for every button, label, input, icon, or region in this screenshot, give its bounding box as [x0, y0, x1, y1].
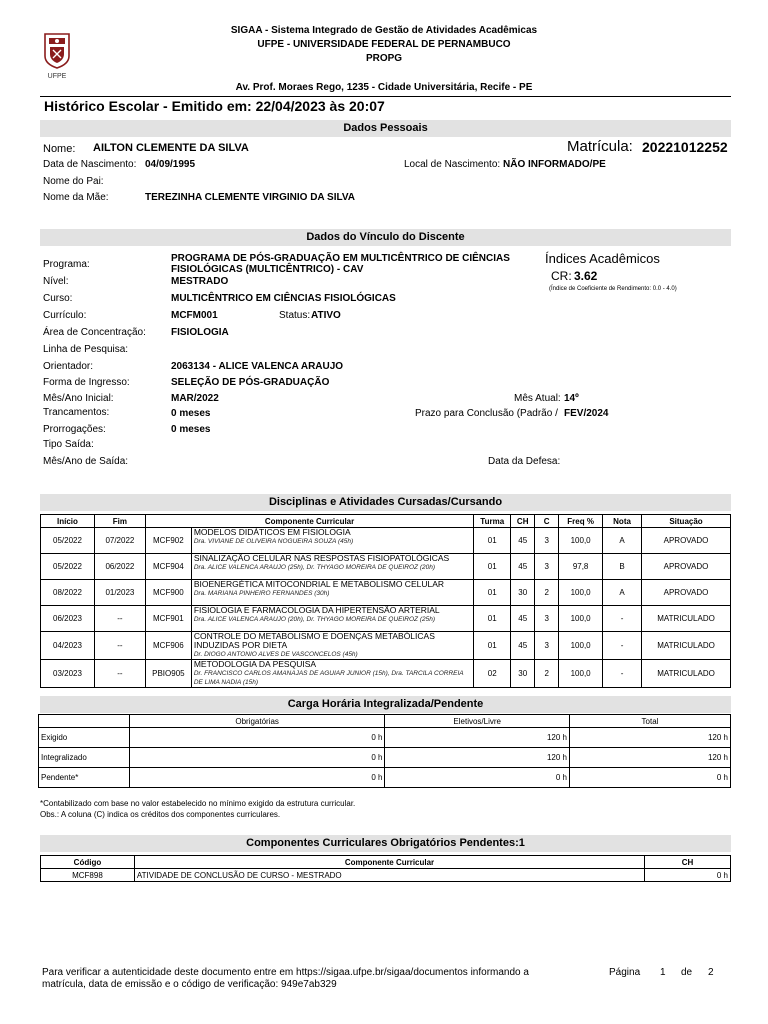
carga-col-obrigatorias: Obrigatórias	[129, 715, 385, 728]
disc-inicio: 05/2022	[41, 528, 95, 554]
indices-title: Índices Acadêmicos	[545, 251, 660, 266]
system-name: SIGAA - Sistema Integrado de Gestão de Atividades Acadêmicas	[230, 25, 538, 36]
carga-header-row	[39, 715, 731, 728]
disc-inicio: 03/2023	[41, 660, 95, 688]
disc-ch: 45	[511, 554, 535, 580]
pendentes-table	[40, 855, 731, 882]
carga-obrigatorias: 0 h	[129, 728, 385, 748]
student-name: AILTON CLEMENTE DA SILVA	[93, 142, 249, 154]
pendente-row	[41, 869, 731, 882]
section-dados-pessoais: Dados Pessoais	[40, 120, 731, 137]
page-of-label: de	[681, 967, 693, 978]
status-label: Status:	[279, 310, 311, 321]
logo-text: UFPE	[47, 73, 67, 80]
birthplace-value: NÃO INFORMADO/PE	[503, 159, 606, 170]
pend-col-codigo: Código	[41, 856, 135, 869]
disc-ch: 45	[511, 528, 535, 554]
disciplinas-header-row	[41, 515, 731, 528]
disc-situacao: MATRICULADO	[642, 632, 731, 660]
col-turma: Turma	[474, 515, 511, 528]
orientador-label: Orientador:	[43, 361, 94, 372]
disc-codigo: MCF904	[145, 554, 191, 580]
disc-c: 2	[535, 660, 559, 688]
disc-situacao: APROVADO	[642, 528, 731, 554]
matricula-value: 20221012252	[642, 139, 728, 155]
disc-c: 3	[535, 606, 559, 632]
carga-total: 120 h	[569, 748, 730, 768]
disc-ch: 45	[511, 606, 535, 632]
birthplace-label: Local de Nascimento:	[404, 159, 501, 170]
disc-inicio: 05/2022	[41, 554, 95, 580]
section-carga: Carga Horária Integralizada/Pendente	[40, 696, 731, 713]
carga-note-2: Obs.: A coluna (C) indica os créditos dos componentes curriculares.	[40, 810, 281, 819]
carga-label: Exigido	[39, 728, 130, 748]
disc-codigo: MCF900	[145, 580, 191, 606]
mes-inicial-value: MAR/2022	[171, 393, 219, 404]
disc-nome: FISIOLOGIA E FARMACOLOGIA DA HIPERTENSÃO ARTERIAL	[193, 605, 440, 615]
disc-componente	[191, 528, 473, 554]
prorrogacoes-value: 0 meses	[171, 424, 211, 435]
disc-c: 3	[535, 554, 559, 580]
disc-inicio: 06/2023	[41, 606, 95, 632]
page-total: 2	[708, 967, 714, 978]
disc-freq: 97,8	[559, 554, 603, 580]
prorrogacoes-label: Prorrogações:	[43, 424, 106, 435]
disciplina-row	[41, 554, 731, 580]
disc-componente	[191, 606, 473, 632]
curso-label: Curso:	[43, 293, 73, 304]
disc-codigo: PBIO905	[145, 660, 191, 688]
mes-inicial-label: Mês/Ano Inicial:	[43, 393, 114, 404]
title-divider	[40, 96, 731, 97]
disc-codigo: MCF906	[145, 632, 191, 660]
address: Av. Prof. Moraes Rego, 1235 - Cidade Universitária, Recife - PE	[235, 82, 533, 93]
disc-turma: 01	[474, 580, 511, 606]
page-number: 1	[660, 967, 666, 978]
disc-situacao: MATRICULADO	[642, 606, 731, 632]
disc-professores: Dra. ALICE VALENCA ARAUJO (25h), Dr. THYAGO MOREIRA DE QUEIROZ (20h)	[193, 564, 435, 571]
area-value: FISIOLOGIA	[171, 327, 229, 338]
disc-professores: Dra. VIVIANE DE OLIVEIRA NOGUEIRA SOUZA (45h)	[193, 538, 354, 545]
disc-turma: 01	[474, 632, 511, 660]
disc-nome: SINALIZAÇÃO CELULAR NAS RESPOSTAS FISIOPATOLÓGICAS	[193, 553, 450, 563]
curriculo-value: MCFM001	[171, 310, 218, 321]
unit-name: PROPG	[365, 53, 403, 64]
disc-ch: 30	[511, 660, 535, 688]
disc-nome: METODOLOGIA DA PESQUISA	[193, 659, 317, 669]
trancamentos-value: 0 meses	[171, 408, 211, 419]
pend-ch: 0 h	[645, 869, 731, 882]
curso-value: MULTICÊNTRICO EM CIÊNCIAS FISIOLÓGICAS	[171, 293, 396, 304]
birth-value: 04/09/1995	[145, 159, 196, 170]
prazo-label: Prazo para Conclusão (Padrão /	[415, 408, 558, 419]
disciplina-row	[41, 632, 731, 660]
cr-note: (Índice de Coeficiente de Rendimento: 0.0 - 4.0)	[549, 286, 677, 292]
cr-label: CR:	[551, 269, 572, 283]
disc-inicio: 08/2022	[41, 580, 95, 606]
carga-row	[39, 768, 731, 788]
curriculo-label: Currículo:	[43, 310, 87, 321]
disciplina-row	[41, 580, 731, 606]
disc-freq: 100,0	[559, 660, 603, 688]
carga-obrigatorias: 0 h	[129, 768, 385, 788]
birth-label: Data de Nascimento:	[43, 159, 137, 170]
disc-fim: --	[94, 606, 145, 632]
section-pendentes: Componentes Curriculares Obrigatórios Pendentes:1	[40, 835, 731, 852]
disc-c: 3	[535, 528, 559, 554]
carga-col-blank	[39, 715, 130, 728]
data-defesa-label: Data da Defesa:	[488, 456, 561, 467]
disc-componente	[191, 554, 473, 580]
carga-row	[39, 748, 731, 768]
disc-nota: -	[603, 632, 642, 660]
disc-fim: --	[94, 632, 145, 660]
disciplina-row	[41, 528, 731, 554]
pend-codigo: MCF898	[41, 869, 135, 882]
disc-inicio: 04/2023	[41, 632, 95, 660]
disc-situacao: MATRICULADO	[642, 660, 731, 688]
col-fim: Fim	[94, 515, 145, 528]
pend-componente: ATIVIDADE DE CONCLUSÃO DE CURSO - MESTRADO	[134, 869, 644, 882]
footer-line-1: Para verificar a autenticidade deste documento entre em https://sigaa.ufpe.br/sigaa/documentos informando a	[42, 967, 529, 978]
disc-professores: Dra. ALICE VALENCA ARAUJO (20h), Dr. THYAGO MOREIRA DE QUEIROZ (25h)	[193, 616, 435, 623]
disc-freq: 100,0	[559, 528, 603, 554]
disciplinas-table	[40, 514, 731, 688]
disc-situacao: APROVADO	[642, 580, 731, 606]
matricula-label: Matrícula:	[567, 138, 633, 155]
disc-nome: BIOENERGÉTICA MITOCONDRIAL E METABOLISMO CELULAR	[193, 579, 445, 589]
mother-label: Nome da Mãe:	[43, 192, 109, 203]
mother-value: TEREZINHA CLEMENTE VIRGINIO DA SILVA	[145, 192, 356, 203]
disc-situacao: APROVADO	[642, 554, 731, 580]
disc-codigo: MCF902	[145, 528, 191, 554]
section-disciplinas: Disciplinas e Atividades Cursadas/Cursando	[40, 494, 731, 511]
university-name: UFPE - UNIVERSIDADE FEDERAL DE PERNAMBUCO	[257, 39, 511, 50]
carga-eletivos: 0 h	[385, 768, 570, 788]
tipo-saida-label: Tipo Saída:	[43, 439, 94, 450]
col-nota: Nota	[603, 515, 642, 528]
disc-nota: B	[603, 554, 642, 580]
carga-col-total: Total	[569, 715, 730, 728]
orientador-value: 2063134 - ALICE VALENCA ARAUJO	[171, 361, 344, 372]
carga-table	[38, 714, 731, 788]
section-vinculo: Dados do Vínculo do Discente	[40, 229, 731, 246]
col-componente: Componente Curricular	[145, 515, 473, 528]
disc-nome: MODELOS DIDÁTICOS EM FISIOLOGIA	[193, 527, 351, 537]
father-label: Nome do Pai:	[43, 176, 104, 187]
status-value: ATIVO	[311, 310, 341, 321]
disc-turma: 02	[474, 660, 511, 688]
disc-codigo: MCF901	[145, 606, 191, 632]
disc-nota: A	[603, 528, 642, 554]
col-c: C	[535, 515, 559, 528]
nivel-value: MESTRADO	[171, 276, 229, 287]
disciplina-row	[41, 606, 731, 632]
prazo-value: FEV/2024	[564, 408, 609, 419]
disc-professores: Dr. DIOGO ANTONIO ALVES DE VASCONCELOS (45h)	[193, 651, 358, 658]
footer-line-2: matrícula, data de emissão e o código de verificação: 949e7ab329	[42, 979, 337, 990]
mes-atual-value: 14º	[564, 393, 579, 404]
trancamentos-label: Trancamentos:	[43, 407, 110, 418]
disc-fim: --	[94, 660, 145, 688]
mes-atual-label: Mês Atual:	[514, 393, 561, 404]
page-label: Página	[609, 967, 641, 978]
disc-nota: -	[603, 606, 642, 632]
disc-freq: 100,0	[559, 580, 603, 606]
pendentes-header-row	[41, 856, 731, 869]
disc-componente	[191, 632, 473, 660]
area-label: Área de Concentração:	[43, 327, 146, 338]
col-ch: CH	[511, 515, 535, 528]
disciplina-row	[41, 660, 731, 688]
document-title: Histórico Escolar - Emitido em: 22/04/2023 às 20:07	[44, 98, 385, 114]
disc-professores: Dr. FRANCISCO CARLOS AMANAJAS DE AGUIAR JUNIOR (15h), Dra. TARCILA CORREIA DE LIMA NADIA (15h)	[193, 670, 464, 686]
cr-value: 3.62	[574, 269, 598, 283]
col-situacao: Situação	[642, 515, 731, 528]
disc-ch: 30	[511, 580, 535, 606]
col-inicio: Início	[41, 515, 95, 528]
programa-label: Programa:	[43, 259, 90, 270]
disc-turma: 01	[474, 554, 511, 580]
disc-c: 3	[535, 632, 559, 660]
name-label: Nome:	[43, 143, 76, 155]
ingresso-label: Forma de Ingresso:	[43, 377, 130, 388]
disc-turma: 01	[474, 606, 511, 632]
linha-label: Linha de Pesquisa:	[43, 344, 129, 355]
disc-c: 2	[535, 580, 559, 606]
carga-col-eletivos: Eletivos/Livre	[385, 715, 570, 728]
carga-eletivos: 120 h	[385, 728, 570, 748]
disc-nota: -	[603, 660, 642, 688]
disc-freq: 100,0	[559, 632, 603, 660]
carga-total: 0 h	[569, 768, 730, 788]
disc-ch: 45	[511, 632, 535, 660]
carga-label: Pendente*	[39, 768, 130, 788]
pend-col-ch: CH	[645, 856, 731, 869]
ingresso-value: SELEÇÃO DE PÓS-GRADUAÇÃO	[171, 377, 330, 388]
col-freq: Freq %	[559, 515, 603, 528]
disc-nota: A	[603, 580, 642, 606]
disc-componente	[191, 580, 473, 606]
pend-col-componente: Componente Curricular	[134, 856, 644, 869]
disc-componente	[191, 660, 473, 688]
mes-saida-label: Mês/Ano de Saída:	[43, 456, 129, 467]
disc-fim: 06/2022	[94, 554, 145, 580]
disc-freq: 100,0	[559, 606, 603, 632]
disc-turma: 01	[474, 528, 511, 554]
carga-obrigatorias: 0 h	[129, 748, 385, 768]
carga-note-1: *Contabilizado com base no valor estabelecido no mínimo exigido da estrutura curricular.	[40, 799, 356, 808]
nivel-label: Nível:	[43, 276, 69, 287]
carga-total: 120 h	[569, 728, 730, 748]
disc-fim: 07/2022	[94, 528, 145, 554]
disc-nome: CONTROLE DO METABOLISMO E DOENÇAS METABÓLICAS INDUZIDAS POR DIETA	[193, 631, 435, 650]
carga-row	[39, 728, 731, 748]
programa-value: PROGRAMA DE PÓS-GRADUAÇÃO EM MULTICÊNTRICO DE CIÊNCIAS FISIOLÓGICAS (MULTICÊNTRICO) - CAV	[171, 253, 510, 275]
carga-eletivos: 120 h	[385, 748, 570, 768]
carga-label: Integralizado	[39, 748, 130, 768]
disc-professores: Dra. MARIANA PINHEIRO FERNANDES (30h)	[193, 590, 330, 597]
disc-fim: 01/2023	[94, 580, 145, 606]
